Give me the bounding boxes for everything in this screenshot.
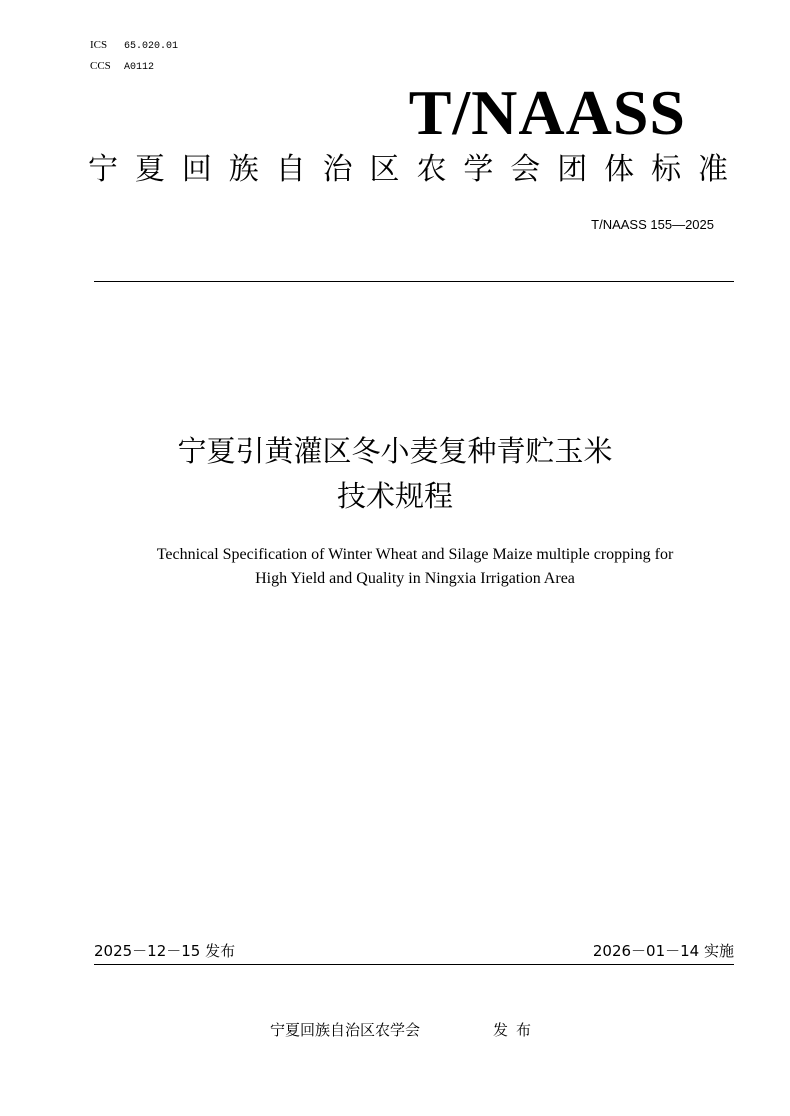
title-en-line-1: Technical Specification of Winter Wheat and Silage Maize multiple cropping for: [156, 546, 674, 563]
ics-label: ICS: [90, 39, 108, 51]
header-divider: [94, 281, 734, 282]
ics-code: [90, 38, 178, 54]
issue-date: 2025－12－15 发布: [94, 942, 236, 960]
footer-divider: [94, 964, 734, 965]
title-zh-line-1: 宁夏引黄灌区冬小麦复种青贮玉米: [177, 434, 613, 468]
publisher-name: 宁夏回族自治区农学会: [270, 1021, 421, 1039]
title-en-line-2: High Yield and Quality in Ningxia Irrigation Area: [255, 570, 575, 587]
title-zh-line-2: 技术规程: [336, 479, 453, 513]
ccs-label: CCS: [90, 60, 111, 72]
publish-label: 发布: [493, 1021, 540, 1039]
ccs-code: [90, 59, 154, 75]
ics-value: 65.020.01: [124, 41, 179, 52]
org-standard-name: 宁夏回族自治区农学会团体标准: [88, 152, 728, 187]
implementation-date: 2026－01－14 实施: [592, 942, 734, 960]
org-code-logo: T/NAASS: [408, 77, 686, 148]
ccs-value: A0112: [124, 62, 155, 73]
standard-number: T/NAASS 155—2025: [591, 217, 714, 232]
